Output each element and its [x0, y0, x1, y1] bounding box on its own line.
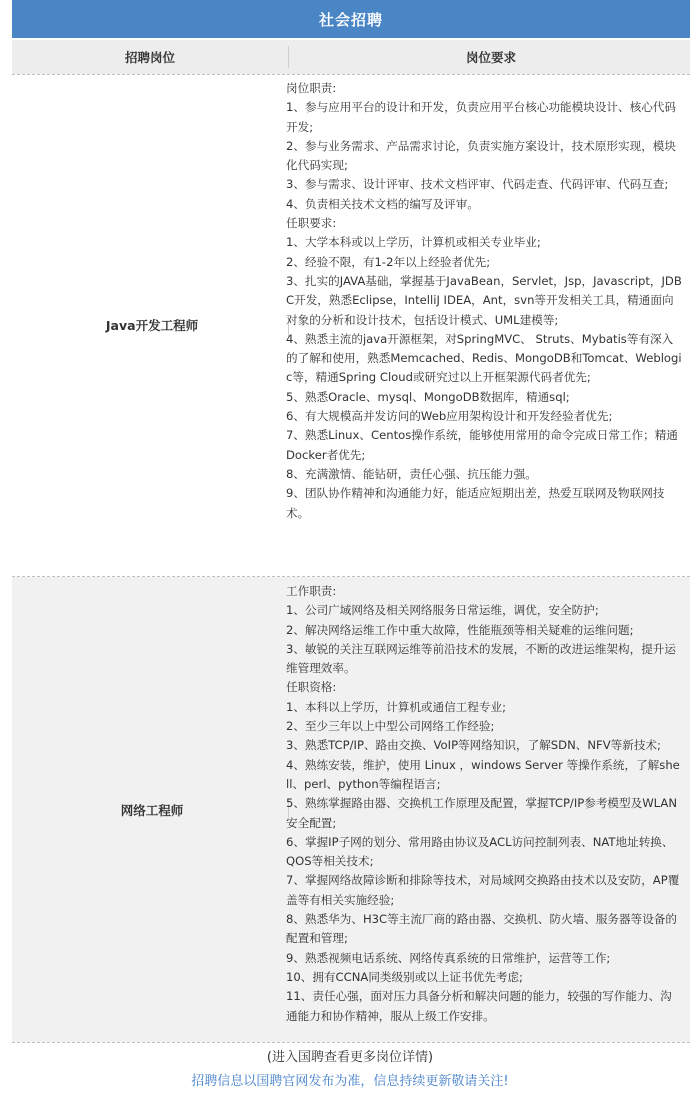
requirement-line: 8、充满激情、能钻研，责任心强、抗压能力强。: [286, 466, 537, 481]
requirement-line: 4、熟悉主流的java开源框架，对SpringMVC、 Struts、Mybatis等有深入的了解和使用，熟悉Memcached、Redis、MongoDB和Tomcat、Weblogic等，精通Spring Cloud或研究过以上开框架源代码者优先;: [286, 331, 682, 385]
requirement-line: 6、有大规模高并发访问的Web应用架构设计和开发经验者优先;: [286, 409, 613, 424]
requirement-line: 1、大学本科或以上学历，计算机或相关专业毕业;: [286, 235, 541, 250]
row-divider: [12, 1042, 690, 1043]
requirement-line: 5、熟练掌握路由器、交换机工作原理及配置，掌握TCP/IP参考模型及WLAN安全配置;: [286, 796, 678, 830]
requirement-line: 1、参与应用平台的设计和开发，负责应用平台核心功能模块设计、核心代码开发;: [286, 100, 676, 134]
more-positions-link[interactable]: (进入国聘查看更多岗位详情): [266, 1050, 434, 1065]
requirement-line: 1、公司广域网络及相关网络服务日常运维，调优，安全防护;: [286, 603, 599, 618]
requirement-line: 5、熟悉Oracle、mysql、MongoDB数据库，精通sql;: [286, 389, 570, 404]
job-title: Java开发工程师: [105, 318, 199, 333]
requirement-line: 2、至少三年以上中型公司网络工作经验;: [286, 719, 495, 734]
requirement-line: 4、熟练安装，维护，使用 Linux ，windows Server 等操作系统，了解shell、perl、python等编程语言;: [286, 757, 680, 791]
requirement-line: 7、掌握网络故障诊断和排除等技术，对局域网交换路由技术以及安防，AP覆盖等有相关实施经验;: [286, 873, 680, 907]
requirement-line: 10、拥有CCNA同类级别或以上证书优先考虑;: [286, 969, 523, 984]
requirement-line: 7、熟悉Linux、Centos操作系统，能够使用常用的命令完成日常工作；精通Docker者优先;: [286, 428, 678, 462]
requirement-line: 4、负责相关技术文档的编写及评审。: [286, 196, 479, 211]
requirement-line: 岗位职责:: [286, 81, 337, 95]
notice-text: 招聘信息以国聘官网发布为准，信息持续更新敬请关注!: [191, 1074, 509, 1089]
requirement-line: 任职要求:: [286, 216, 337, 231]
requirement-line: 2、参与业务需求、产品需求讨论，负责实施方案设计，技术原形实现，模块化代码实现;: [286, 138, 676, 173]
requirement-line: 3、熟悉TCP/IP、路由交换、VoIP等网络知识，了解SDN、NFV等新技术;: [286, 738, 661, 753]
requirement-line: 9、熟悉视频电话系统、网络传真系统的日常维护，运营等工作;: [286, 950, 611, 965]
job-title-cell: [12, 577, 288, 1042]
section-title: 社会招聘: [318, 10, 383, 29]
job-title: 网络工程师: [120, 802, 184, 818]
requirement-line: 3、敏锐的关注互联网运维等前沿技术的发展，不断的改进运维架构，提升运维管理效率。: [286, 641, 676, 676]
requirement-line: 工作职责:: [286, 584, 337, 598]
requirement-line: 2、经验不限，有1-2年以上经验者优先;: [286, 254, 491, 269]
column-header-requirements: 岗位要求: [465, 50, 516, 65]
requirement-line: 11、责任心强，面对压力具备分析和解决问题的能力，较强的写作能力、沟通能力和协作精神，服从上级工作安排。: [286, 989, 672, 1023]
requirement-line: 2、解决网络运维工作中重大故障，性能瓶颈等相关疑难的运维问题;: [286, 622, 634, 637]
column-header-position: 招聘岗位: [124, 50, 175, 65]
requirement-line: 6、掌握IP子网的划分、常用路由协议及ACL访问控制列表、NAT地址转换、QOS等相关技术;: [286, 834, 674, 869]
requirement-line: 8、熟悉华为、H3C等主流厂商的路由器、交换机、防火墙、服务器等设备的配置和管理;: [286, 912, 677, 946]
requirement-line: 1、本科以上学历，计算机或通信工程专业;: [286, 699, 506, 714]
requirement-line: 3、参与需求、设计评审、技术文档评审、代码走查、代码评审、代码互查;: [286, 177, 669, 192]
section-header: [12, 0, 690, 38]
column-divider: [288, 46, 289, 68]
requirement-line: 9、团队协作精神和沟通能力好，能适应短期出差，热爱互联网及物联网技术。: [286, 486, 665, 520]
job-requirements: [286, 79, 682, 523]
job-requirements: [286, 582, 682, 1026]
table-header: [12, 40, 690, 74]
requirement-line: 3、扎实的JAVA基础，掌握基于JavaBean，Servlet，Jsp，Javascript，JDBC开发，熟悉Eclipse，IntelliJ IDEA，Ant，svn等开发相关工具，精通面向对象的分析和设计技术，包括设计模式、UML建模等;: [286, 273, 682, 327]
requirement-line: 任职资格:: [286, 680, 337, 695]
job-title-cell: [12, 75, 288, 575]
